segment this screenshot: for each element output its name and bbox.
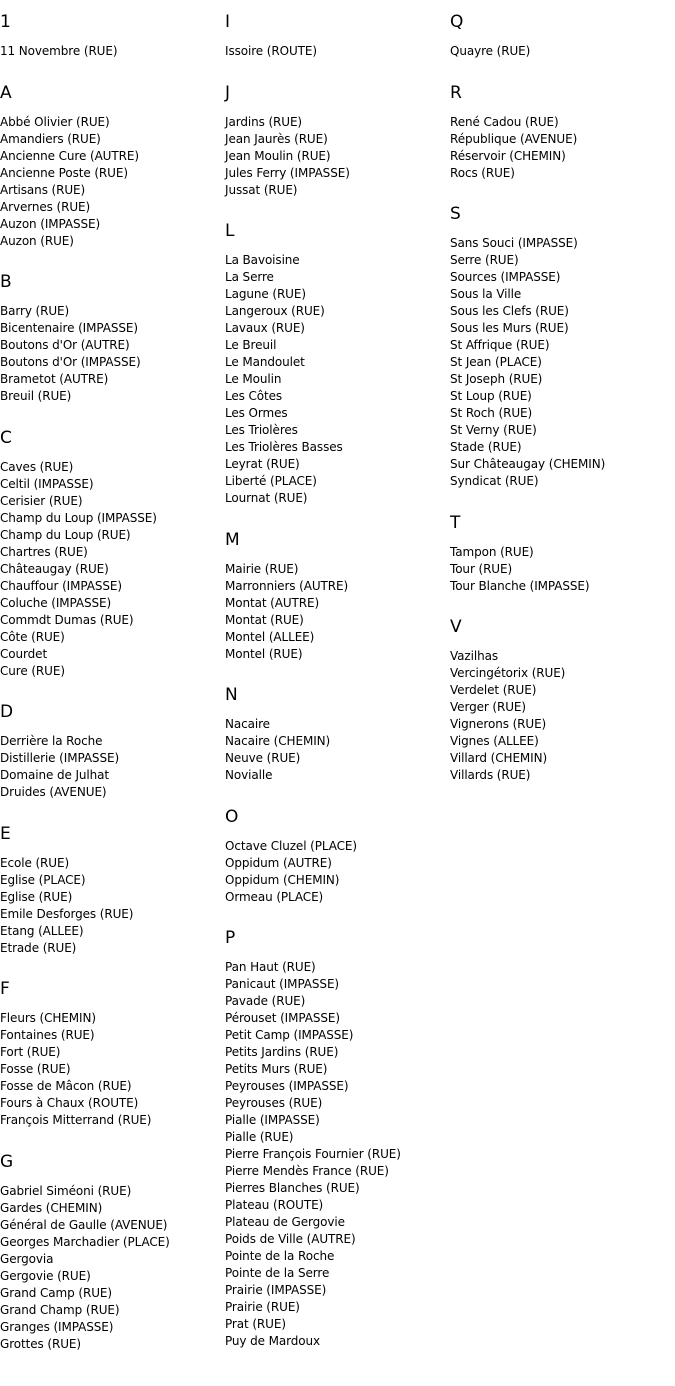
section-letter-heading: E (0, 823, 11, 844)
letter-section (0, 81, 225, 250)
street-list (225, 43, 450, 60)
street-name: Oppidum (CHEMIN) (225, 872, 340, 887)
street-name: Plateau de Gergovie (225, 1215, 345, 1229)
street-name: Abbé Olivier (RUE) (0, 114, 110, 129)
street-name: Etang (ALLEE) (0, 923, 84, 938)
section-letter-heading: O (225, 806, 239, 827)
street-name: Sous les Clefs (RUE) (450, 304, 569, 318)
street-list (225, 114, 450, 199)
street-name: Prairie (IMPASSE) (225, 1283, 327, 1297)
street-name: Distillerie (IMPASSE) (0, 751, 120, 765)
street-name: Petits Jardins (RUE) (225, 1045, 339, 1059)
street-name: Nacaire (CHEMIN) (225, 734, 331, 748)
street-name: Fours à Chaux (ROUTE) (0, 1096, 139, 1110)
section-letter-heading: B (0, 272, 12, 292)
street-name: Grand Camp (RUE) (0, 1285, 112, 1300)
street-name: Cure (RUE) (0, 663, 65, 678)
street-name: Plateau (ROUTE) (225, 1198, 324, 1212)
street-name: Le Moulin (225, 372, 282, 386)
street-name: Syndicat (RUE) (450, 474, 539, 488)
street-name: Eglise (RUE) (0, 889, 73, 904)
street-name: Oppidum (AUTRE) (225, 855, 332, 870)
street-name: Amandiers (RUE) (0, 131, 101, 146)
section-letter-heading: S (450, 204, 461, 224)
street-name: Peyrouses (RUE) (225, 1096, 323, 1110)
street-name: Gergovia (0, 1251, 54, 1266)
letter-section (225, 683, 450, 784)
street-name: Eglise (PLACE) (0, 872, 86, 887)
street-name: Druides (AVENUE) (0, 785, 107, 799)
letter-section (450, 10, 675, 60)
street-name: Issoire (ROUTE) (225, 44, 317, 58)
street-name: Vazilhas (450, 649, 499, 663)
street-name: Courdet (0, 646, 48, 661)
street-name: Boutons d'Or (AUTRE) (0, 338, 130, 352)
letter-section (450, 81, 675, 182)
street-list (450, 235, 675, 490)
street-name: Caves (RUE) (0, 459, 74, 474)
street-name: Montat (AUTRE) (225, 595, 320, 610)
section-letter-heading: I (225, 12, 231, 32)
letter-section (225, 805, 450, 906)
street-name: Petit Camp (IMPASSE) (225, 1028, 354, 1042)
street-list (0, 114, 225, 250)
street-name: Stade (RUE) (450, 440, 522, 454)
street-name: Pierres Blanches (RUE) (225, 1181, 360, 1195)
street-name: Pointe de la Roche (225, 1249, 335, 1263)
letter-section (225, 81, 450, 199)
street-name: Ecole (RUE) (0, 855, 70, 870)
street-name: Granges (IMPASSE) (0, 1319, 114, 1334)
letter-section (450, 511, 675, 595)
street-name: Panicaut (IMPASSE) (225, 977, 340, 991)
street-name: Peyrouses (IMPASSE) (225, 1079, 349, 1093)
section-letter-heading: D (0, 702, 14, 722)
street-name: Le Breuil (225, 338, 277, 352)
street-name: Sur Châteaugay (CHEMIN) (450, 457, 606, 471)
section-letter-heading: T (450, 512, 461, 533)
street-name: Brametot (AUTRE) (0, 372, 109, 386)
street-name: Grottes (RUE) (0, 1336, 81, 1351)
street-name: Quayre (RUE) (450, 44, 531, 58)
street-name: Vignes (ALLEE) (450, 734, 539, 748)
street-name: Tour Blanche (IMPASSE) (450, 578, 590, 593)
street-name: Gabriel Siméoni (RUE) (0, 1183, 132, 1198)
street-list (225, 252, 450, 507)
street-name: Petits Murs (RUE) (225, 1062, 328, 1076)
street-name: Fleurs (CHEMIN) (0, 1011, 96, 1025)
street-list (225, 561, 450, 663)
street-name: Vercingétorix (RUE) (450, 666, 566, 680)
street-name: République (AVENUE) (450, 131, 578, 146)
letter-section (225, 926, 450, 1350)
street-name: Jardins (RUE) (225, 114, 303, 129)
street-name: Prairie (RUE) (225, 1300, 300, 1314)
street-name: Chauffour (IMPASSE) (0, 578, 122, 593)
street-name: Poids de Ville (AUTRE) (225, 1232, 356, 1246)
street-name: St Roch (RUE) (450, 406, 533, 420)
street-index-column-3 (450, 10, 675, 805)
street-name: Vignerons (RUE) (450, 717, 547, 731)
street-name: La Serre (225, 270, 274, 284)
street-name: Verger (RUE) (450, 700, 526, 714)
street-name: Cerisier (RUE) (0, 493, 83, 508)
street-name: Celtil (IMPASSE) (0, 476, 94, 491)
street-name: Neuve (RUE) (225, 751, 301, 765)
street-name: Gardes (CHEMIN) (0, 1200, 103, 1215)
street-name: Chartres (RUE) (0, 544, 88, 559)
street-name: Jussat (RUE) (225, 182, 298, 197)
letter-section (225, 219, 450, 507)
street-name: Châteaugay (RUE) (0, 561, 109, 576)
letter-section (0, 700, 225, 801)
letter-section (0, 977, 225, 1129)
letter-section (0, 426, 225, 680)
street-name: Derrière la Roche (0, 734, 103, 748)
street-list (0, 303, 225, 405)
street-name: Lagune (RUE) (225, 287, 306, 301)
street-name: St Jean (PLACE) (450, 355, 542, 369)
street-name: Emile Desforges (RUE) (0, 906, 134, 921)
street-name: Domaine de Julhat (0, 768, 110, 782)
street-index-column-1 (0, 10, 225, 1373)
street-name: St Verny (RUE) (450, 423, 537, 437)
street-list (0, 733, 225, 801)
section-letter-heading: M (225, 529, 240, 550)
street-list (450, 43, 675, 60)
street-name: Fosse de Mâcon (RUE) (0, 1079, 132, 1093)
street-name: Pointe de la Serre (225, 1266, 330, 1280)
street-name: La Bavoisine (225, 253, 300, 267)
section-letter-heading: R (450, 82, 462, 103)
street-name: Général de Gaulle (AVENUE) (0, 1217, 168, 1232)
street-name: Nacaire (225, 717, 270, 731)
street-name: Fosse (RUE) (0, 1062, 71, 1076)
street-index-column-2 (225, 10, 450, 1371)
street-name: Barry (RUE) (0, 304, 70, 318)
street-name: Les Ormes (225, 406, 288, 420)
section-letter-heading: G (0, 1151, 14, 1172)
street-name: Lournat (RUE) (225, 491, 308, 505)
section-letter-heading: A (0, 82, 12, 103)
section-letter-heading: P (225, 928, 236, 948)
street-name: Pialle (IMPASSE) (225, 1113, 320, 1127)
street-name: Breuil (RUE) (0, 389, 72, 403)
section-letter-heading: J (225, 82, 231, 103)
street-list (225, 838, 450, 906)
street-name: Les Triolères (225, 423, 298, 437)
street-list (450, 114, 675, 182)
street-name: Auzon (RUE) (0, 233, 74, 248)
street-name: Georges Marchadier (PLACE) (0, 1234, 170, 1249)
street-name: Verdelet (RUE) (450, 683, 537, 697)
street-name: René Cadou (RUE) (450, 114, 559, 129)
section-letter-heading: Q (450, 12, 464, 32)
street-name: Tampon (RUE) (450, 544, 534, 559)
street-name: Prat (RUE) (225, 1317, 286, 1331)
section-letter-heading: L (225, 221, 235, 241)
letter-section (225, 528, 450, 663)
street-name: Champ du Loup (RUE) (0, 527, 131, 542)
street-name: Sous la Ville (450, 287, 522, 301)
street-name: Boutons d'Or (IMPASSE) (0, 355, 141, 369)
street-name: Etrade (RUE) (0, 940, 77, 955)
street-name: Rocs (RUE) (450, 165, 515, 180)
street-name: Commdt Dumas (RUE) (0, 612, 134, 627)
street-name: Réservoir (CHEMIN) (450, 148, 566, 163)
street-name: Ormeau (PLACE) (225, 889, 324, 904)
street-name: Langeroux (RUE) (225, 304, 325, 318)
street-name: Villard (CHEMIN) (450, 751, 548, 765)
street-name: François Mitterrand (RUE) (0, 1113, 152, 1127)
street-name: St Affrique (RUE) (450, 338, 550, 352)
street-name: 11 Novembre (RUE) (0, 44, 118, 58)
street-name: Ancienne Cure (AUTRE) (0, 148, 139, 163)
street-name: Artisans (RUE) (0, 182, 86, 197)
section-letter-heading: V (450, 617, 462, 637)
street-name: Côte (RUE) (0, 629, 65, 644)
street-name: Montat (RUE) (225, 612, 304, 627)
letter-section (0, 822, 225, 957)
street-name: St Loup (RUE) (450, 389, 532, 403)
street-name: Leyrat (RUE) (225, 457, 300, 471)
street-name: Sources (IMPASSE) (450, 270, 561, 284)
street-name: Serre (RUE) (450, 253, 519, 267)
street-list (0, 855, 225, 957)
street-name: Jean Moulin (RUE) (225, 148, 331, 163)
street-name: Montel (RUE) (225, 646, 303, 661)
street-name: Jules Ferry (IMPASSE) (225, 165, 350, 180)
street-name: Liberté (PLACE) (225, 474, 317, 488)
section-letter-heading: 1 (0, 12, 11, 32)
street-name: Pialle (RUE) (225, 1130, 294, 1144)
street-name: Bicentenaire (IMPASSE) (0, 321, 138, 335)
street-list (450, 544, 675, 595)
street-name: Villards (RUE) (450, 768, 531, 782)
letter-section (225, 10, 450, 60)
street-name: Tour (RUE) (450, 561, 513, 576)
section-letter-heading: N (225, 685, 238, 705)
street-list (0, 43, 225, 60)
street-name: Pan Haut (RUE) (225, 960, 316, 974)
street-list (0, 1183, 225, 1353)
section-letter-heading: F (0, 979, 10, 999)
street-name: Champ du Loup (IMPASSE) (0, 510, 157, 525)
street-name: Montel (ALLEE) (225, 629, 315, 644)
street-name: Novialle (225, 768, 273, 782)
street-name: Pérouset (IMPASSE) (225, 1011, 340, 1025)
street-name: Fort (RUE) (0, 1045, 61, 1059)
street-name: Les Côtes (225, 389, 283, 403)
letter-section (0, 10, 225, 60)
street-name: Octave Cluzel (PLACE) (225, 838, 357, 853)
letter-section (0, 1150, 225, 1353)
street-list (0, 459, 225, 680)
street-name: Arvernes (RUE) (0, 199, 91, 214)
letter-section (450, 615, 675, 784)
street-name: Grand Champ (RUE) (0, 1302, 120, 1317)
street-name: Pavade (RUE) (225, 994, 306, 1008)
street-name: Sous les Murs (RUE) (450, 321, 569, 335)
street-list (225, 959, 450, 1350)
letter-section (450, 202, 675, 490)
street-name: Marronniers (AUTRE) (225, 578, 349, 593)
street-name: St Joseph (RUE) (450, 372, 543, 386)
street-list (225, 716, 450, 784)
street-name: Lavaux (RUE) (225, 321, 305, 335)
street-name: Fontaines (RUE) (0, 1028, 95, 1042)
street-name: Gergovie (RUE) (0, 1268, 91, 1283)
street-name: Jean Jaurès (RUE) (225, 131, 328, 146)
section-letter-heading: C (0, 427, 12, 448)
street-name: Puy de Mardoux (225, 1334, 321, 1348)
street-name: Auzon (IMPASSE) (0, 216, 101, 231)
street-name: Le Mandoulet (225, 355, 305, 369)
street-name: Les Triolères Basses (225, 440, 343, 454)
street-name: Coluche (IMPASSE) (0, 595, 112, 610)
street-list (450, 648, 675, 784)
street-name: Pierre François Fournier (RUE) (225, 1147, 401, 1161)
street-name: Mairie (RUE) (225, 561, 299, 576)
letter-section (0, 270, 225, 405)
street-list (0, 1010, 225, 1129)
street-name: Sans Souci (IMPASSE) (450, 236, 578, 250)
street-name: Ancienne Poste (RUE) (0, 165, 128, 180)
street-name: Pierre Mendès France (RUE) (225, 1164, 389, 1178)
